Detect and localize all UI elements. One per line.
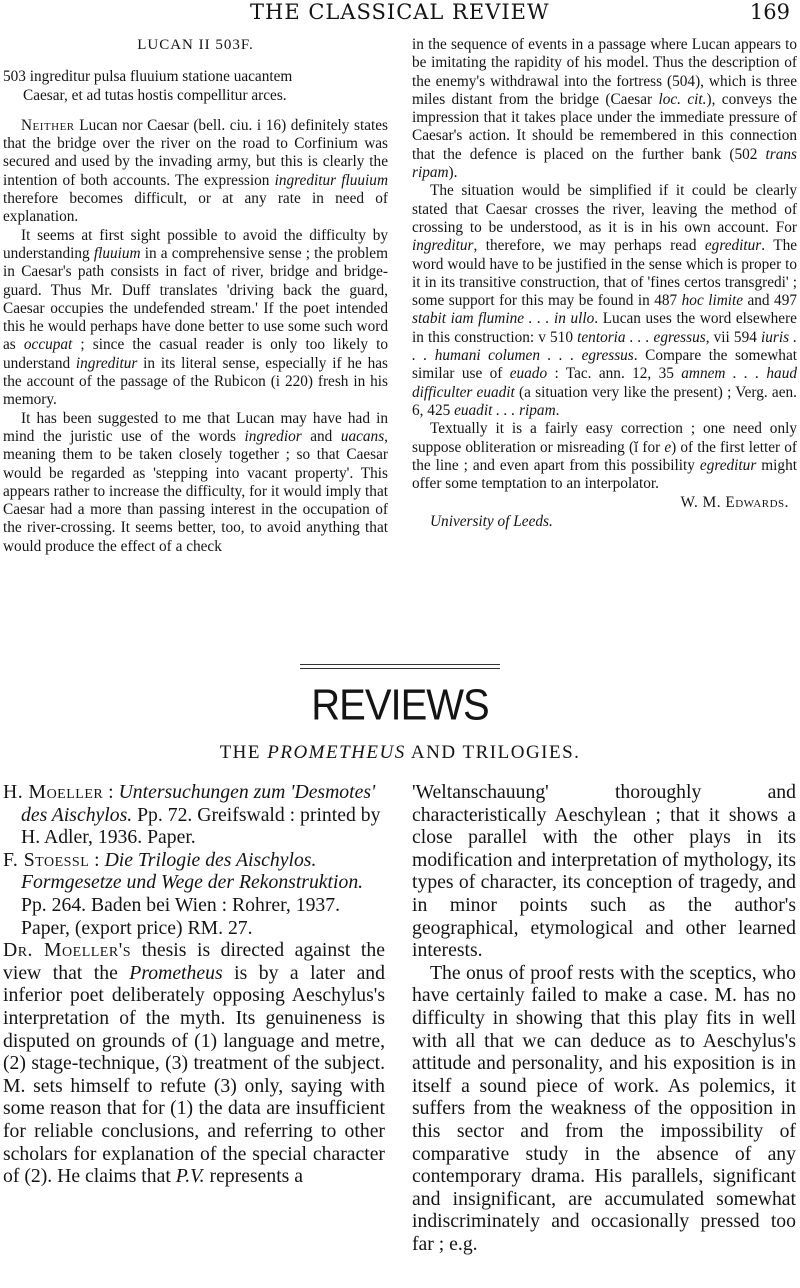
signature-affiliation: University of Leeds. [430,512,553,530]
running-title: THE CLASSICAL REVIEW [250,0,550,24]
bibliography-entry-1: H. Moeller : Untersuchungen zum 'Desmotes' des Aischylos. Pp. 72. Greifswald : printed by H. Adler, 1936. Paper. [3,781,381,849]
verse-line-2: Caesar, et ad tutas hostis compellitur arces. [23,86,287,104]
signature-name: W. M. Edwards. [680,494,789,512]
note-paragraph-3: It has been suggested to me that Lucan may have had in mind the juristic use of the words ingredior and uacans, meaning them to be taken closely together ; so that Caesar would be regarded as 'stepping into vacant property'. This appears rather to increase the difficulty, for it would imply that Caesar had a more than passing interest in the occupation of the river-crossing. It seems better, too, to avoid anything that would produce the effect of a check [3,409,388,555]
verse-quotation [3,68,388,105]
divider-line-top [300,664,500,665]
section-divider [300,662,500,672]
running-head [0,0,800,26]
note-paragraph-6: Textually it is a fairly easy correction ; one need only suppose obliteration or misreading (ĭ for e) of the first letter of the line ; and even apart from this possibility egreditur might offer some temptation to an interpolator. [412,420,797,493]
review-column-left [3,781,385,1188]
note-column-right [412,36,797,531]
section-heading: REVIEWS [311,680,489,730]
note-paragraph-4: in the sequence of events in a passage where Lucan appears to be imitating the rapidity of his model. Thus the description of the enemy's withdrawal into the fortress (504), which is three miles distant from the bridge (Caesar loc. cit.), conveys the impression that it takes place under the immediate pressure of Caesar's action. It should be remembered in this connection that the defence is placed on the further bank (502 trans ripam). [412,36,797,182]
note-paragraph-5: The situation would be simplified if it could be clearly stated that Caesar crosses the river, leaving the method of crossing to be understood, as it is in his own account. For ingreditur, therefore, we may perhaps read egreditur. The word would have to be justified in the sense which is proper to it in its transitive construction, that of 'fines certos transgredi' ; some support for this may be found in 487 hoc limite and 497 stabit iam flumine . . . in ullo. Lucan uses the word elsewhere in this construction: v 510 tentoria . . . egressus, vii 594 iuris . . . humani columen . . . egressus. Compare the somewhat similar use of euado : Tac. ann. 12, 35 amnem . . . haud difficulter euadit (a situation very like the present) ; Verg. aen. 6, 425 euadit . . . ripam. [412,182,798,419]
note-paragraph-1: Neither Lucan nor Caesar (bell. ciu. i 16) definitely states that the bridge over the river on the road to Corfinium was secured and used by the invading army, but this is clearly the intention of both accounts. The expression ingreditur fluuium therefore becomes difficult, or at any rate in need of explanation. [3,116,388,226]
note-column-left [3,36,388,556]
review-paragraph-3: The onus of proof rests with the sceptics, who have certainly failed to make a case. M. has no difficulty in showing that this play fits in well with all that we can deduce as to Aeschylus's attitude and personality, and his exposition is in itself a sound piece of work. As polemics, it suffers from the weakness of the opposition in this sector and from the impossibility of comparative study in the absence of any contemporary drama. His parallels, significant and insignificant, are accumulated somewhat indiscriminately and occasionally pressed too far ; e.g. [412,961,796,1255]
divider-line-bottom [300,668,500,669]
review-paragraph-2: 'Weltanschauung' thoroughly and characteristically Aeschylean ; that it shows a close parallel with the other plays in its modification and interpretation of mythology, its types of character, its conception of tragedy, and in minor points such as the author's geographical, etymological and other learned interests. [412,781,796,962]
bibliography-entry-2: F. Stoessl : Die Trilogie des Aischylos. Formgesetze und Wege der Rekonstruktion. Pp. 264. Baden bei Wien : Rohrer, 1937. Paper, (export price) RM. 27. [3,848,364,939]
drop-lead: Neither [21,116,75,134]
page-number: 169 [749,0,790,24]
review-paragraph-1: Dr. Moeller's thesis is directed against the view that the Prometheus is by a later and inferior poet deliberately opposing Aeschylus's interpretation of the myth. Its genuineness is disputed on grounds of (1) language and metre, (2) stage-technique, (3) treatment of the subject. M. sets himself to refute (3) only, saying with some reason that for (1) the data are insufficient for reliable conclusions, and referring to other scholars for explanation of the special character of (2). He claims that P.V. represents a [3,939,385,1188]
note-paragraph-2: It seems at first sight possible to avoid the difficulty by understanding fluuium in a comprehensive sense ; the problem in Caesar's path consists in fact of river, bridge and bridge-guard. Thus Mr. Duff translates 'driving back the guard, Caesar occupies the undefended stream.' If the poet intended this he would perhaps have done better to use some such word as occupat ; since the casual reader is only too likely to understand ingreditur in its literal sense, especially if he has the account of the passage of the Rubicon (i 220) fresh in his memory. [3,226,388,409]
verse-line-1: 503 ingreditur pulsa fluuium statione uacantem [3,68,293,86]
note-title: LUCAN II 503F. [137,37,254,53]
review-column-right [412,781,796,1255]
review-title: THE PROMETHEUS AND TRILOGIES. [219,742,581,763]
